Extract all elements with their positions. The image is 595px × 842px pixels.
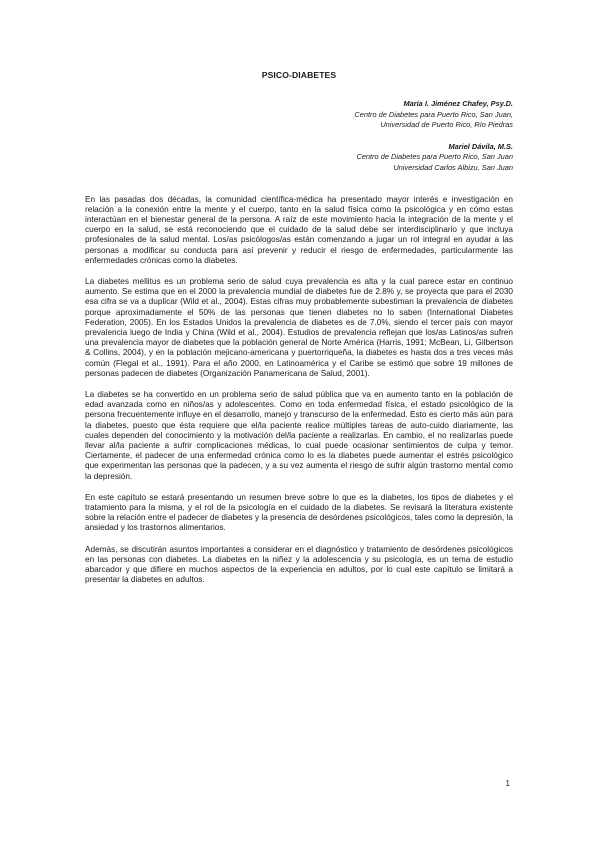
paragraph: En las pasadas dos décadas, la comunidad científica-médica ha presentado mayor interés e investigación en relación a la conexión entre la mente y el cuerpo, tanto en la salud física como la psicológica y en cómo estas interactúan en el bienestar general de la persona. A raíz de este movimiento hacia la integración de la mente y el cuerpo en la salud, se está reconociendo que el cuidado de la salud debe ser interdisciplinario y que incluya profesionales de la salud mental. Los/as psicólogos/as están comenzando a jugar un rol integral en ayudar a las personas a modificar su conducta para así prevenir y reducir el riesgo de enfermedades, particularmente las enfermedades crónicas como la diabetes.	[85, 194, 513, 265]
paragraph: La diabetes mellitus es un problema serio de salud cuya prevalencia es alta y la cual parece estar en continuo aumento. Se estima que en el 2000 la prevalencia mundial de diabetes fue de 2.8% y, se proyecta que para el 2030 esa cifra se va a duplicar (Wild et al., 2004). Estas cifras muy probablemente subestiman la prevalencia de diabetes porque aproximadamente el 50% de las personas que tienen diabetes no lo saben (International Diabetes Federation, 2005). En los Estados Unidos la prevalencia de diabetes es de 7.0%, siendo el tercer país con mayor prevalencia luego de India y China (Wild et al., 2004). Estudios de prevalencia reflejan que los/as Latinos/as sufren una prevalencia mayor de diabetes que la población general de Norte América (Harris, 1991; McBean, Li, Gilbertson & Collins, 2004), y en la población mejicano-americana y puertorriqueña, la diabetes es hasta dos a tres veces más común (Flegal et al., 1991). Para el año 2000, en Latinoamérica y el Caribe se estimó que sobre 19 millones de personas padecen de diabetes (Organización Panamericana de Salud, 2001).	[85, 276, 513, 378]
author-affiliation: Centro de Diabetes para Puerto Rico, San Juan,	[354, 109, 513, 119]
author-block-1	[85, 99, 513, 131]
author-affiliation: Universidad Carlos Albizu, San Juan	[393, 162, 513, 172]
paragraph: La diabetes se ha convertido en un problema serio de salud pública que va en aumento tanto en la población de edad avanzada como en niños/as y adolescentes. Como en toda enfermedad física, el estado psicológico de la persona frecuentemente influye en el desarrollo, manejo y transcurso de la enfermedad. Esto es cierto más aún para la diabetes, puesto que ésta requiere que el/la paciente realice múltiples tareas de auto-cuido diariamente, las cuales dependen del conocimiento y la motivación del/la paciente a realizarlas. En cambio, el no realizarlas puede llevar al/la paciente a sufrir complicaciones médicas, lo cual puede ocasionar sentimientos de culpa y temor. Ciertamente, el padecer de una enfermedad crónica como lo es la diabetes puede aumentar el estrés psicológico que experimentan las personas que la padecen, y a su vez aumenta el riesgo de sufrir algún trastorno mental como la depresión.	[85, 390, 513, 481]
author-name: Mariel Dávila, M.S.	[448, 141, 513, 151]
author-name: María I. Jiménez Chafey, Psy.D.	[403, 99, 513, 108]
document-page	[85, 70, 513, 596]
paragraph: En este capítulo se estará presentando un resumen breve sobre lo que es la diabetes, los tipos de diabetes y el tratamiento para la misma, y el rol de la psicología en el cuidado de la diabetes. Se revisará la literatura existente sobre la relación entre el padecer de diabetes y la presencia de desórdenes psicológicos, tales como la depresión, la ansiedad y los trastornos alimentarios.	[85, 492, 513, 533]
body-text	[85, 195, 513, 586]
paragraph: Además, se discutirán asuntos importantes a considerar en el diagnóstico y tratamiento de desórdenes psicológicos en las personas con diabetes. La diabetes en la niñez y la adolescencia y su psicología, es un tema de estudio abarcador y que difiere en muchos aspectos de la experiencia en adultos, por lo cual este capítulo se limitará a presentar la diabetes en adultos.	[85, 544, 513, 585]
author-affiliation: Centro de Diabetes para Puerto Rico, San Juan	[356, 152, 513, 162]
document-title: PSICO-DIABETES	[261, 70, 337, 80]
page-number: 1	[505, 779, 510, 788]
author-affiliation: Universidad de Puerto Rico, Río Piedras	[380, 120, 513, 130]
author-block-2	[85, 142, 513, 174]
